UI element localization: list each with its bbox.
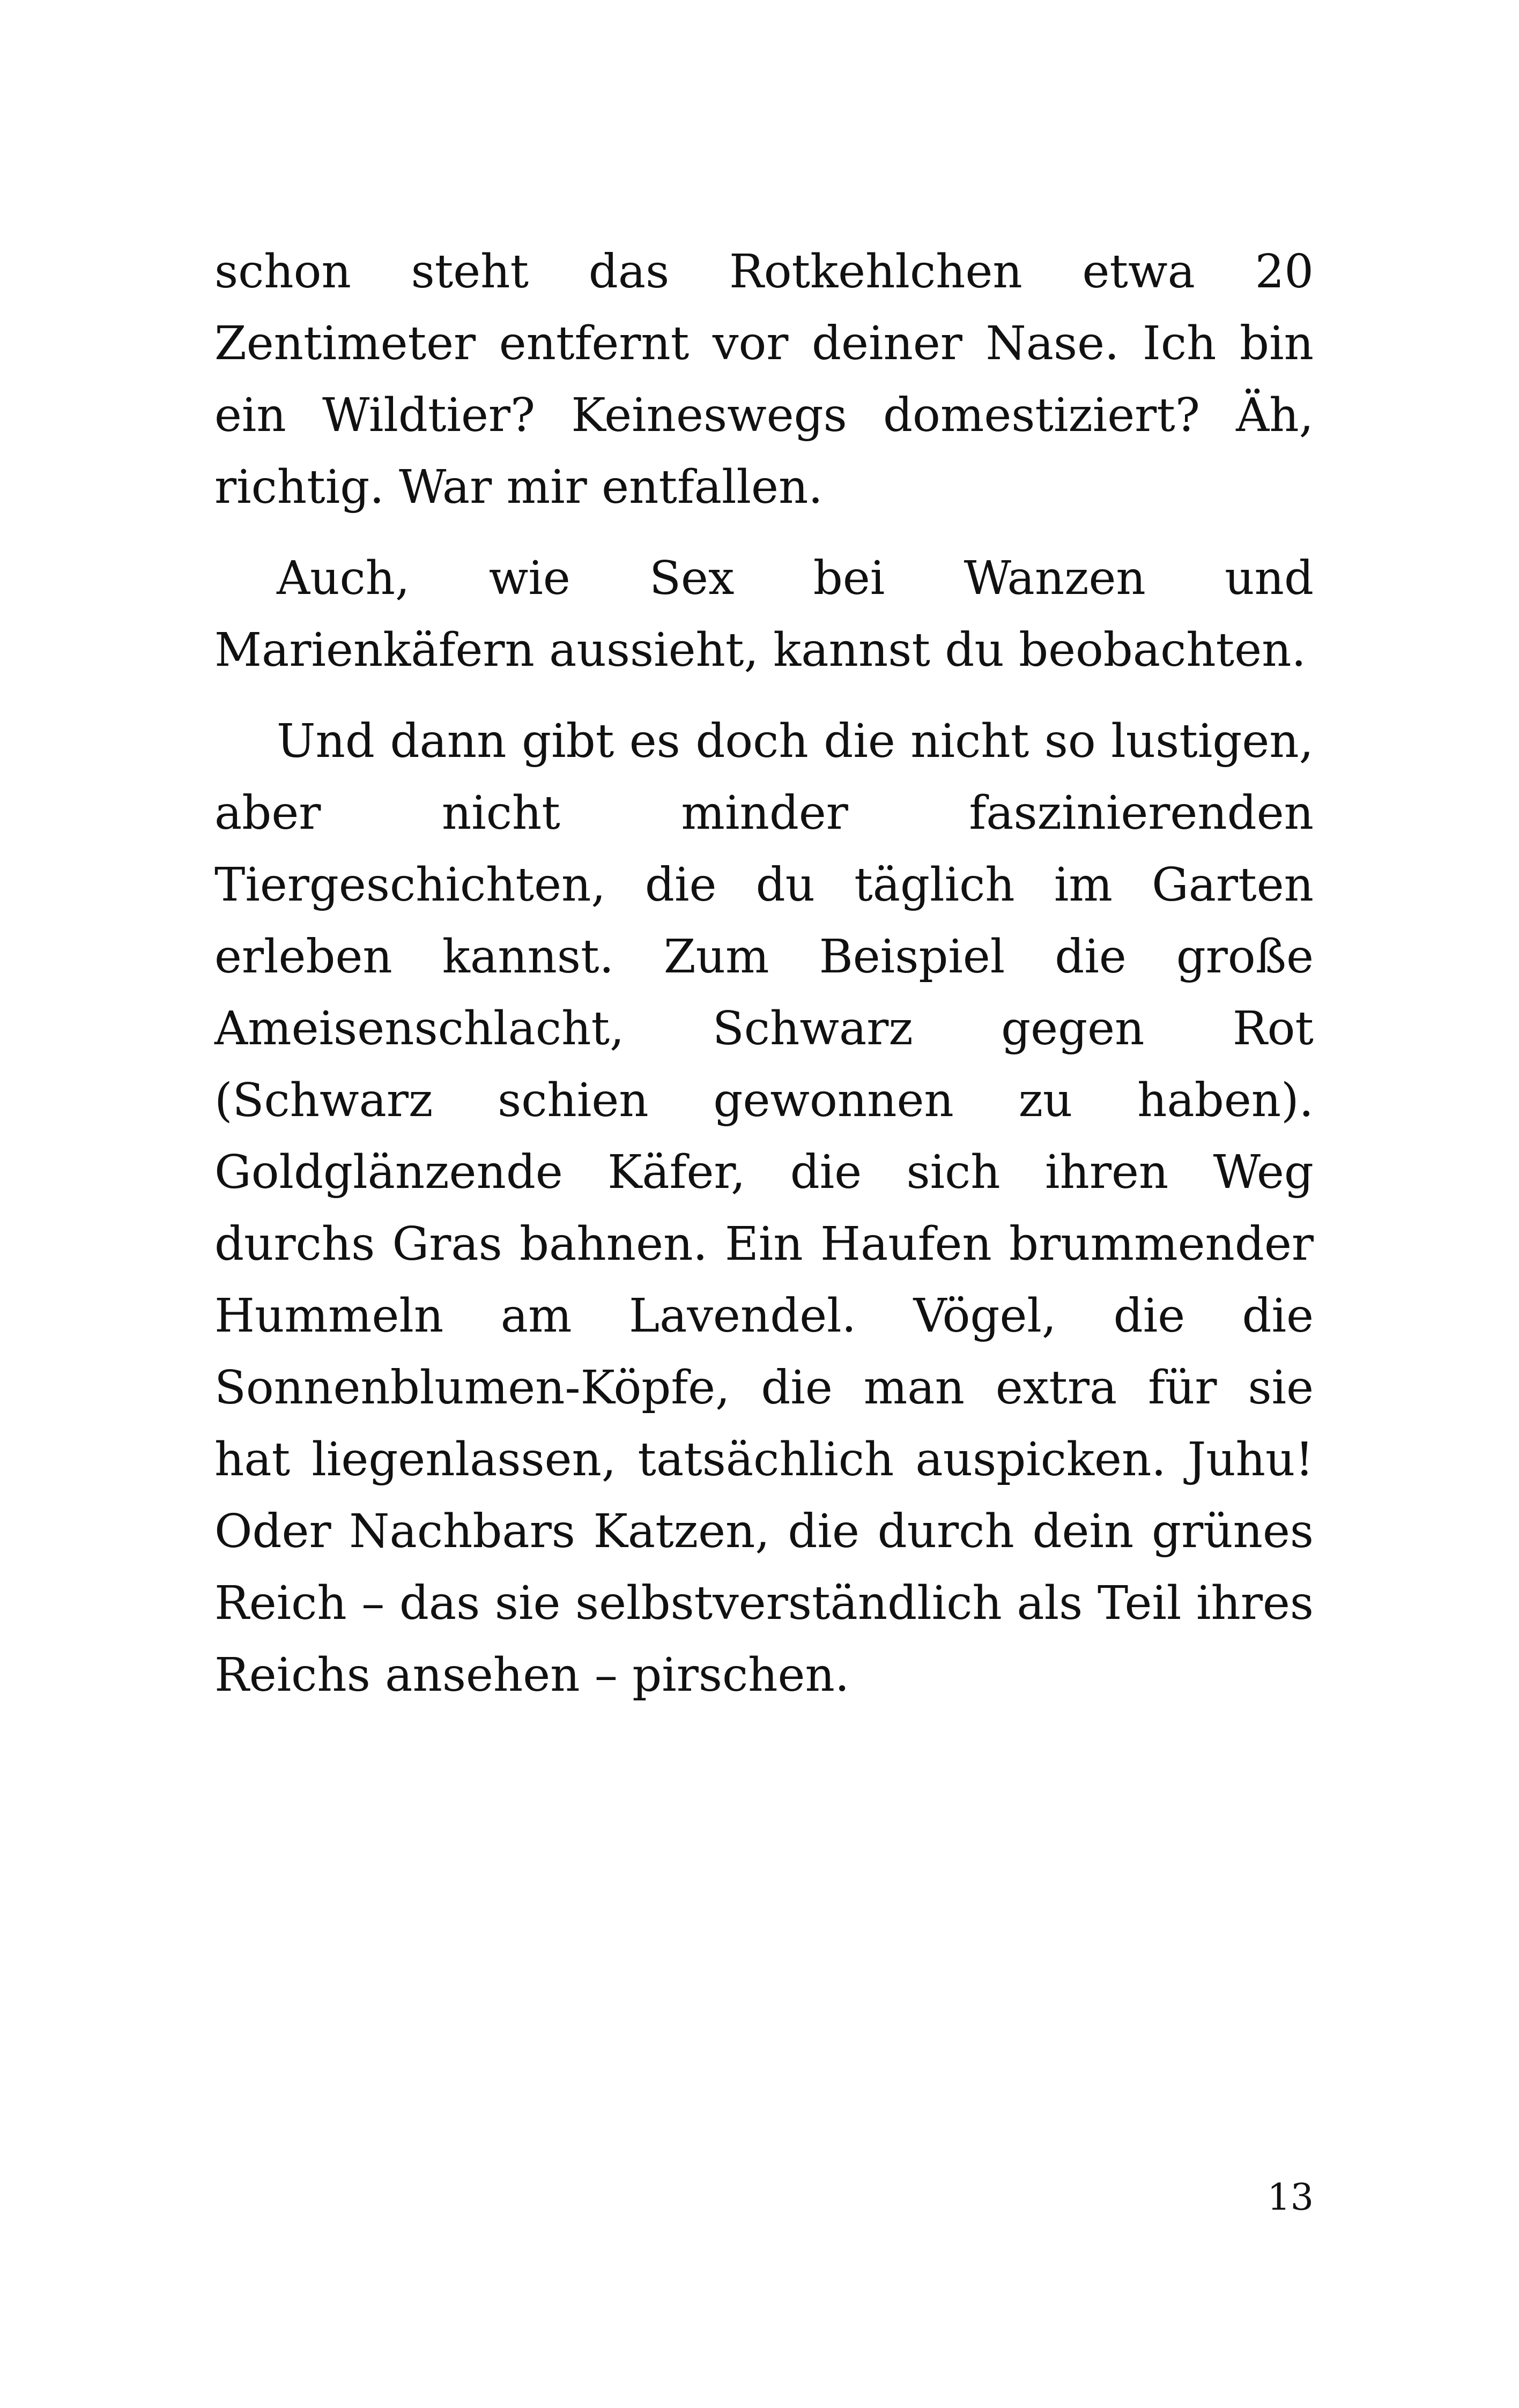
paragraph-continuation: schon steht das Rotkehlchen etwa 20 Zentimeter entfernt vor deiner Nase. Ich bin ein Wildtier? Keineswegs domestiziert? Äh, richtig. War mir entfallen. bbox=[214, 245, 1314, 514]
paragraph-bugs: Auch, wie Sex bei Wanzen und Marienkäfern aussieht, kannst du beobachten. bbox=[214, 552, 1314, 677]
page-number: 13 bbox=[1267, 2176, 1314, 2219]
body-text bbox=[214, 236, 1314, 1711]
paragraph-animal-stories: Und dann gibt es doch die nicht so lustigen, aber nicht minder faszinierenden Tiergeschichten, die du täglich im Garten erleben kannst. Zum Beispiel die große Ameisenschlacht, Schwarz gegen Rot (Schwarz schien gewonnen zu haben). Goldglänzende Käfer, die sich ihren Weg durchs Gras bahnen. Ein Haufen brummender Hummeln am Lavendel. Vögel, die die Sonnenblumen-Köpfe, die man extra für sie hat liegenlassen, tatsächlich auspicken. Juhu! Oder Nachbars Katzen, die durch dein grünes Reich – das sie selbstverständlich als Teil ihres Reichs ansehen – pirschen. bbox=[214, 715, 1314, 1702]
